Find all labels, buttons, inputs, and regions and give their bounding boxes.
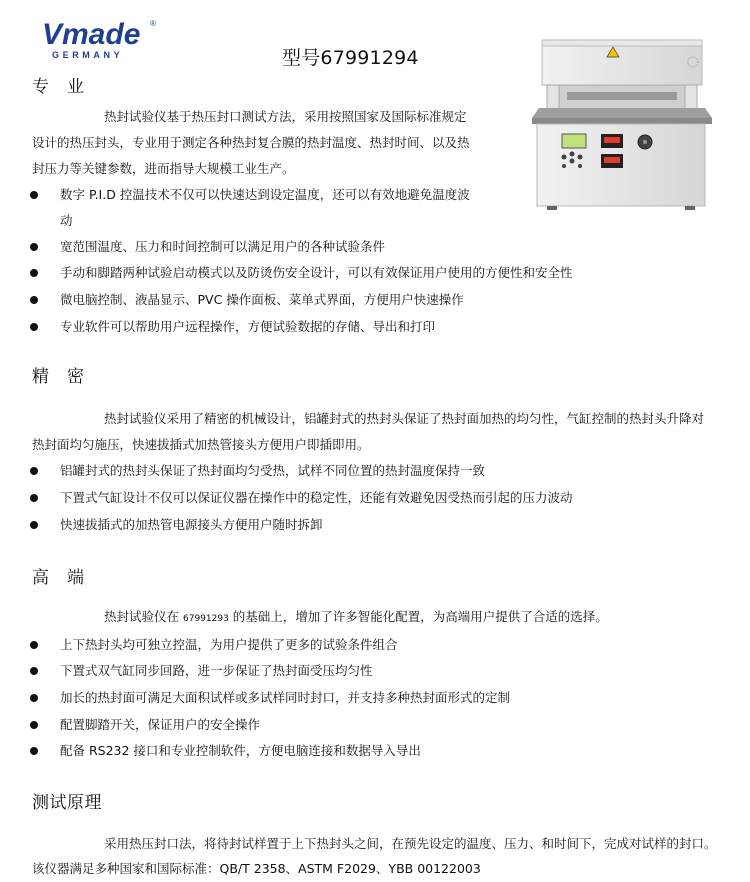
bullet-icon	[30, 494, 38, 502]
bullet-icon	[30, 243, 38, 251]
high-intro-post: 的基础上，增加了许多智能化配置，为高端用户提供了合适的选择。	[232, 609, 608, 624]
pro-bullet-4: 微电脑控制、液晶显示、PVC 操作面板、菜单式界面，方便用户快速操作	[60, 292, 464, 307]
bullet-icon	[30, 296, 38, 304]
pro-bullet-5: 专业软件可以帮助用户远程操作，方便试验数据的存储、导出和打印	[60, 319, 436, 334]
bullet-icon	[30, 323, 38, 331]
pro-intro-line-1: 热封试验仪基于热压封口测试方法，采用按照国家及国际标准规定	[104, 109, 467, 124]
pro-intro-line-2: 设计的热压封头，专业用于测定各种热封复合膜的热封温度、热封时间、以及热	[32, 135, 470, 150]
precise-bullet-3: 快速拔插式的加热管电源接头方便用户随时拆卸	[60, 517, 323, 532]
precise-intro-line-1: 热封试验仪采用了精密的机械设计，铝罐封式的热封头保证了热封面加热的均匀性，气缸控制的热封头升降对	[104, 411, 705, 426]
bullet-icon	[30, 467, 38, 475]
pro-bullet-2: 宽范围温度、压力和时间控制可以满足用户的各种试验条件	[60, 239, 386, 254]
section-title-high: 高 端	[32, 568, 85, 588]
section-title-principle: 测试原理	[32, 793, 102, 813]
high-intro-pre: 热封试验仪在	[104, 609, 180, 624]
high-intro	[104, 604, 744, 632]
bullet-icon	[30, 694, 38, 702]
high-bullet-4: 配置脚踏开关，保证用户的安全操作	[60, 717, 261, 732]
precise-intro-line-2: 热封面均匀施压，快速拔插式加热管接头方便用户即插即用。	[32, 437, 370, 452]
bullet-icon	[30, 641, 38, 649]
pro-bullet-1-line-2: 动	[60, 213, 73, 228]
model-title: 型号67991294	[282, 47, 419, 69]
logo-registered-mark: ®	[150, 19, 156, 28]
logo-subtitle: GERMANY	[52, 50, 124, 60]
bullet-icon	[30, 721, 38, 729]
precise-bullet-1: 铝罐封式的热封头保证了热封面均匀受热，试样不同位置的热封温度保持一致	[60, 463, 486, 478]
precise-intro	[32, 406, 732, 458]
high-bullet-2: 下置式双气缸同步回路，进一步保证了热封面受压均匀性	[60, 663, 373, 678]
vmade-logo	[40, 14, 160, 64]
pro-intro	[32, 104, 512, 182]
bullet-icon	[30, 521, 38, 529]
logo-wordmark: Vmade	[42, 18, 141, 51]
bullet-icon	[30, 269, 38, 277]
high-bullet-5: 配备 RS232 接口和专业控制软件，方便电脑连接和数据导入导出	[60, 743, 421, 758]
principle-line-2: 该仪器满足多种国家和国际标准：QB/T 2358、ASTM F2029、YBB 00122003	[32, 861, 481, 876]
heat-seal-tester-image	[517, 30, 722, 215]
pro-bullet-1-line-1: 数字 P.I.D 控温技术不仅可以快速达到设定温度，还可以有效地避免温度波	[60, 187, 470, 202]
pro-bullet-3: 手动和脚踏两种试验启动模式以及防烫伤安全设计，可以有效保证用户使用的方便性和安全性	[60, 265, 573, 280]
pro-intro-line-3: 封压力等关键参数，进而指导大规模工业生产。	[32, 161, 295, 176]
section-title-pro: 专 业	[32, 77, 85, 97]
high-bullet-1: 上下热封头均可独立控温，为用户提供了更多的试验条件组合	[60, 637, 398, 652]
principle-line-1: 采用热压封口法，将待封试样置于上下热封头之间，在预先设定的温度、压力、和时间下，完成对试样的封口。	[104, 836, 717, 851]
high-intro-model: 67991293	[183, 614, 229, 624]
bullet-icon	[30, 191, 38, 199]
precise-bullet-2: 下置式气缸设计不仅可以保证仪器在操作中的稳定性，还能有效避免因受热而引起的压力波动	[60, 490, 573, 505]
bullet-icon	[30, 747, 38, 755]
bullet-icon	[30, 667, 38, 675]
high-bullet-3: 加长的热封面可满足大面积试样或多试样同时封口，并支持多种热封面形式的定制	[60, 690, 511, 705]
section-title-precise: 精 密	[32, 367, 85, 387]
